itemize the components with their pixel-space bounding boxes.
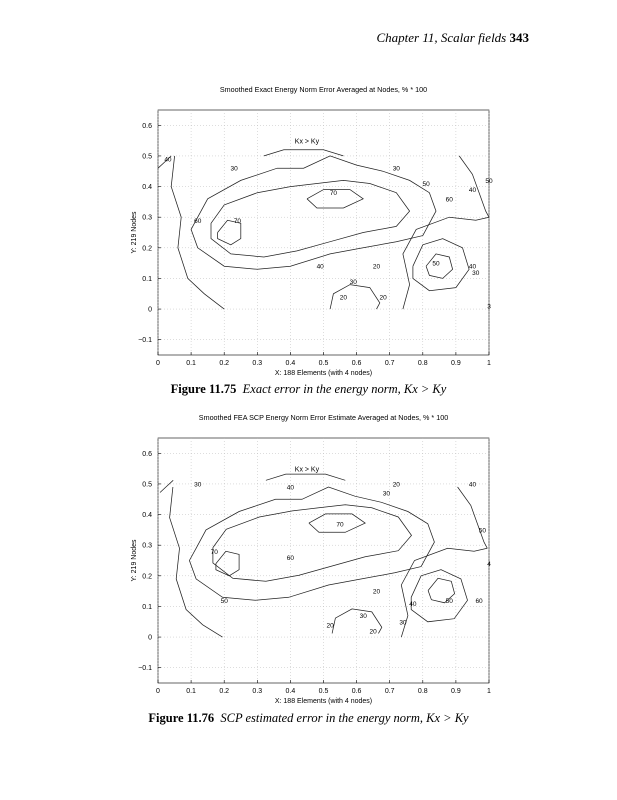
y-tick-label: 0.2 [142, 245, 152, 253]
contour-line [413, 239, 469, 291]
contour-line [458, 487, 488, 548]
caption-number: Figure 11.76 [148, 711, 215, 725]
contour-label: 20 [372, 263, 381, 271]
figure-exact-error [0, 80, 617, 380]
contour-label: 3 [487, 303, 491, 311]
x-tick-label: 0.1 [186, 688, 196, 695]
y-tick-label: 0.1 [142, 603, 152, 611]
y-tick-label: 0.1 [142, 275, 152, 283]
x-tick-label: 0.8 [417, 360, 428, 367]
x-tick-label: 0.2 [219, 360, 230, 367]
contour-label: 50 [445, 597, 453, 605]
contour-line [330, 285, 380, 310]
contour-label: 60 [286, 554, 295, 562]
contour-label: 50 [485, 177, 493, 185]
y-tick-label: −0.1 [138, 665, 152, 673]
contour-label: 60 [194, 217, 202, 225]
contour-line [216, 551, 239, 576]
contour-label: 30 [399, 619, 407, 627]
contour-label: 20 [379, 294, 387, 302]
plot-title: Smoothed Exact Energy Norm Error Averaged at Nodes, % * 100 [219, 85, 428, 94]
plot-annotation: Kx > Ky [294, 138, 320, 146]
contour-label: 60 [475, 597, 483, 605]
contour-label: 50 [478, 527, 486, 535]
contour-label: 4 [487, 561, 491, 569]
contour-label: 40 [409, 600, 417, 608]
contour-label: 20 [326, 622, 334, 630]
running-head [376, 30, 529, 46]
contour-label: 70 [336, 521, 344, 529]
contour-label: 20 [369, 628, 377, 636]
contour-line [266, 474, 345, 480]
contour-label: 70 [329, 190, 338, 198]
plot-annotation: Kx > Ky [294, 466, 320, 474]
y-tick-label: −0.1 [138, 337, 152, 345]
y-tick-label: 0.3 [142, 542, 152, 550]
contour-label: 70 [233, 217, 242, 225]
contour-label: 70 [210, 548, 218, 556]
contour-label: 50 [422, 181, 430, 188]
x-tick-label: 0.7 [384, 688, 395, 695]
figure-caption [0, 711, 617, 726]
contour-label: 20 [392, 481, 400, 489]
x-tick-label: 0.5 [318, 360, 329, 367]
x-tick-label: 0.4 [285, 688, 296, 695]
contour-line [160, 480, 173, 492]
y-tick-label: 0 [148, 306, 152, 314]
x-tick-label: 0.7 [384, 360, 395, 367]
caption-number: Figure 11.75 [170, 382, 237, 396]
contour-line [411, 570, 467, 622]
x-tick-label: 0.5 [318, 688, 329, 695]
y-axis-label: Y: 219 Nodes [131, 211, 138, 254]
caption-text: Exact error in the energy norm, Kx > Ky [242, 382, 447, 396]
x-axis-label: X: 188 Elements (with 4 nodes) [274, 698, 373, 705]
x-tick-label: 0.9 [451, 360, 461, 367]
y-tick-label: 0 [148, 634, 152, 642]
figure-caption [0, 382, 617, 397]
plot-title: Smoothed FEA SCP Energy Norm Error Estimate Averaged at Nodes, % * 100 [198, 413, 449, 422]
contour-line [401, 548, 487, 637]
x-tick-label: 0.4 [285, 360, 296, 367]
page-number: 343 [509, 30, 529, 45]
x-tick-label: 0.3 [252, 688, 263, 695]
contour-line [210, 505, 412, 582]
contour-label: 20 [372, 588, 381, 596]
x-tick-label: 0.2 [219, 688, 230, 695]
y-tick-label: 0.3 [142, 214, 152, 222]
contour-label: 30 [472, 269, 480, 277]
contour-plot-exact [0, 80, 617, 380]
x-tick-label: 0.6 [351, 688, 362, 695]
contour-label: 40 [468, 481, 477, 489]
y-axis-label: Y: 219 Nodes [131, 539, 138, 582]
caption-text: SCP estimated error in the energy norm, Kx > Ky [220, 711, 469, 725]
x-tick-label: 0.8 [417, 688, 428, 695]
y-tick-label: 0.4 [142, 184, 152, 192]
contour-label: 30 [230, 165, 238, 173]
contour-label: 40 [468, 263, 477, 271]
contour-line [171, 156, 224, 309]
contour-label: 40 [164, 156, 172, 164]
y-tick-label: 0.5 [142, 481, 152, 489]
contour-label: 30 [194, 481, 202, 489]
contour-label: 30 [392, 165, 400, 173]
chapter-title: Chapter 11, Scalar fields [376, 30, 507, 45]
contour-line [170, 487, 223, 637]
contour-label: 40 [468, 187, 477, 195]
y-tick-label: 0.6 [142, 450, 152, 458]
contour-label: 30 [349, 279, 357, 286]
y-tick-label: 0.2 [142, 573, 152, 581]
contour-label: 60 [445, 196, 453, 204]
x-axis-label: X: 188 Elements (with 4 nodes) [274, 370, 373, 377]
contour-line [264, 150, 344, 156]
x-tick-label: 0 [156, 360, 160, 367]
contour-label: 30 [382, 490, 391, 498]
contour-label: 30 [359, 613, 367, 621]
contour-label: 50 [220, 597, 228, 605]
y-tick-label: 0.5 [142, 153, 152, 161]
x-tick-label: 0 [156, 688, 160, 695]
contour-label: 40 [286, 484, 295, 492]
x-tick-label: 0.6 [351, 360, 362, 367]
contour-plot-scp [0, 408, 617, 708]
x-tick-label: 0.9 [451, 688, 461, 695]
contour-line [403, 217, 489, 309]
y-tick-label: 0.6 [142, 122, 152, 130]
contour-label: 40 [316, 263, 324, 271]
x-tick-label: 0.1 [186, 360, 196, 367]
contour-label: 20 [339, 294, 347, 302]
figure-scp-error [0, 408, 617, 708]
contour-line [191, 156, 436, 269]
x-tick-label: 0.3 [252, 360, 263, 367]
contour-label: 50 [432, 260, 440, 268]
x-tick-label: 1 [487, 688, 491, 695]
y-tick-label: 0.4 [142, 512, 152, 520]
x-tick-label: 1 [487, 360, 491, 367]
